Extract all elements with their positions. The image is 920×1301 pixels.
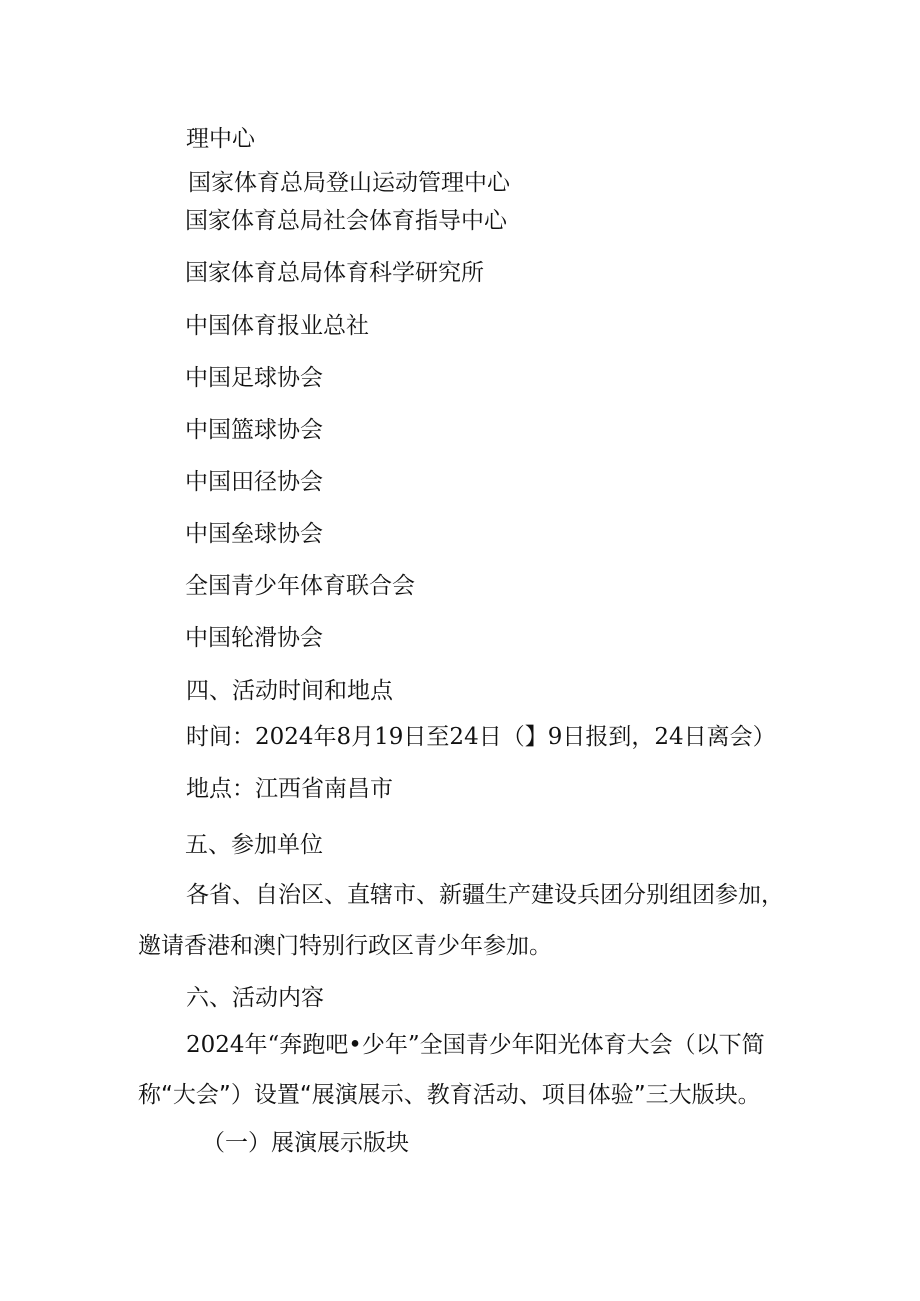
org-line-5: 中国体育报业总社 <box>185 313 369 339</box>
section-6-para-line-1: 2024年“奔跑吧•少年”全国青少年阳光体育大会（以下简 <box>186 1032 765 1058</box>
org-line-1: 理中心 <box>186 126 255 152</box>
org-line-10: 全国青少年体育联合会 <box>185 573 415 599</box>
section-6-para-line-2: 称“大会”）设置“展演展示、教育活动、项目体验”三大版块。 <box>138 1082 761 1108</box>
section-6-sub-heading: （一）展演展示版块 <box>202 1130 409 1156</box>
event-time: 时间：2024年8月19日至24日（】9日报到，24日离会） <box>186 724 776 750</box>
section-6-heading: 六、活动内容 <box>186 985 324 1011</box>
section-4-heading: 四、活动时间和地点 <box>186 678 393 704</box>
org-line-11: 中国轮滑协会 <box>185 625 323 651</box>
event-place: 地点：江西省南昌市 <box>186 776 393 802</box>
org-line-2: 国家体育总局登山运动管理中心 <box>188 170 510 196</box>
section-5-para-line-1: 各省、自治区、直辖市、新疆生产建设兵团分别组团参加， <box>186 882 784 908</box>
org-line-8: 中国田径协会 <box>185 469 323 495</box>
section-5-heading: 五、参加单位 <box>185 832 323 858</box>
section-5-para-line-2: 邀请香港和澳门特别行政区青少年参加。 <box>138 933 552 959</box>
org-line-9: 中国垒球协会 <box>185 521 323 547</box>
org-line-3: 国家体育总局社会体育指导中心 <box>185 208 507 234</box>
org-line-4: 国家体育总局体育科学研究所 <box>185 260 484 286</box>
org-line-7: 中国篮球协会 <box>185 417 323 443</box>
org-line-6: 中国足球协会 <box>185 365 323 391</box>
